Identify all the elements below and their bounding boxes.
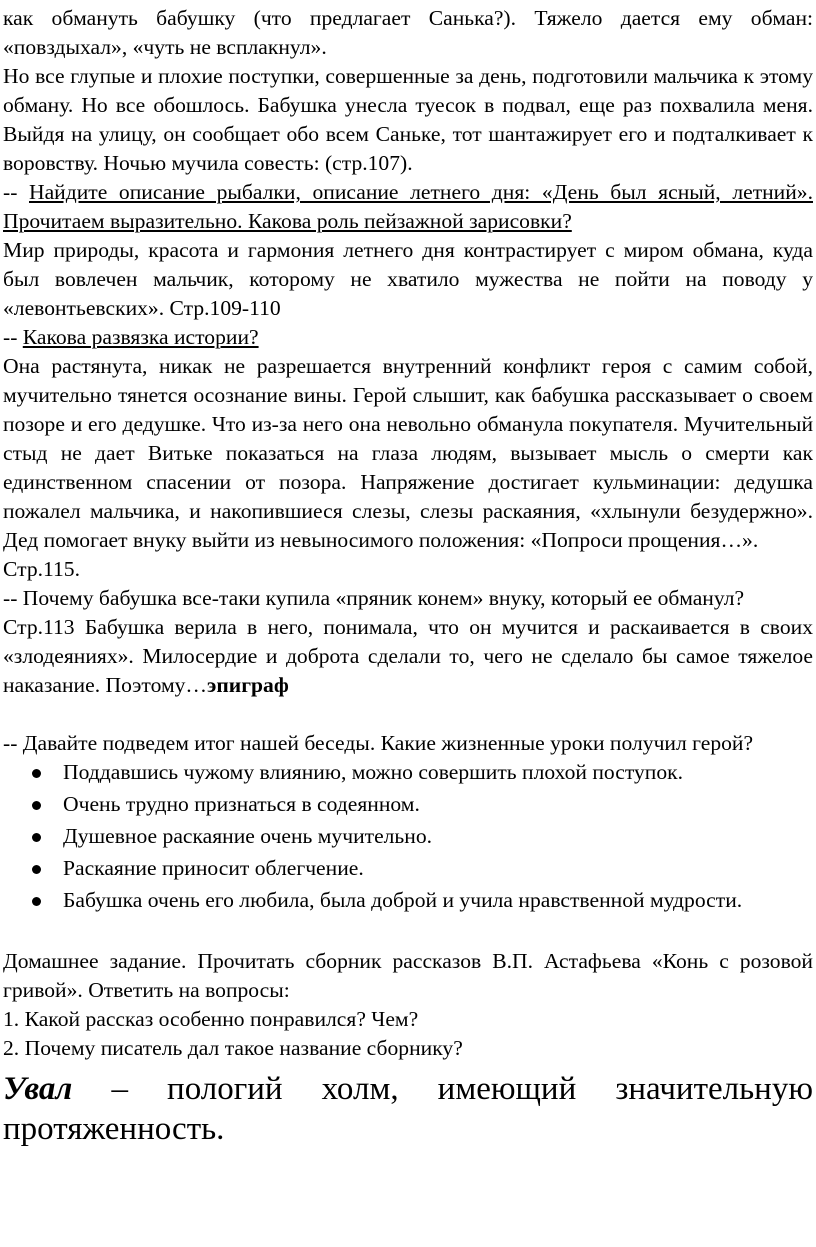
- question-text: Найдите описание рыбалки, описание летнего дня: «День был ясный, летний». Прочитаем выразительно. Какова роль пейзажной зарисовки?: [3, 180, 813, 233]
- question-paragraph: [3, 178, 813, 236]
- question-paragraph: -- Почему бабушка все-таки купила «пряник конем» внуку, который ее обманул?: [3, 586, 745, 610]
- list-item-text: Очень трудно признаться в содеянном.: [63, 792, 420, 816]
- list-item-text: Душевное раскаяние очень мучительно.: [63, 824, 433, 848]
- answer-text: Стр.113 Бабушка верила в него, понимала, что он мучится и раскаивается в своих «злодеяниях». Милосердие и доброта сделали то, чего не сделало бы самое тяжелое наказание. Поэтому…: [3, 615, 813, 697]
- page-reference: Стр.115.: [3, 557, 81, 581]
- list-item-text: Раскаяние приносит облегчение.: [63, 856, 364, 880]
- paragraph: Но все глупые и плохие поступки, совершенные за день, подготовили мальчика к этому обману. Но все обошлось. Бабушка унесла туесок в подвал, еще раз похвалила меня. Выйдя на улицу, он сообщает обо всем Саньке, тот шантажирует его и подталкивает к воровству. Ночью мучила совесть: (стр.107).: [3, 64, 813, 175]
- definition-text: – пологий холм, имеющий значительную протяженность.: [3, 1071, 813, 1147]
- dash-prefix: --: [3, 325, 23, 349]
- list-item: [3, 854, 813, 883]
- question-text: Какова развязка истории?: [22, 325, 259, 349]
- list-item: [3, 790, 813, 819]
- list-item: [3, 822, 813, 851]
- lessons-list: [3, 758, 816, 915]
- question-paragraph: [3, 323, 813, 352]
- blank-line: [3, 918, 816, 947]
- question-paragraph: -- Давайте подведем итог нашей беседы. Какие жизненные уроки получил герой?: [3, 731, 754, 755]
- epigraph-word: эпиграф: [207, 673, 289, 697]
- answer-paragraph: Мир природы, красота и гармония летнего дня контрастирует с миром обмана, куда был вовлечен мальчик, которому не хватило мужества не пойти на поводу у «левонтьевских». Стр.109-110: [3, 238, 813, 320]
- homework-intro: Домашнее задание. Прочитать сборник рассказов В.П. Астафьева «Конь с розовой гривой». Ответить на вопросы:: [3, 949, 813, 1002]
- paragraph: как обмануть бабушку (что предлагает Санька?). Тяжело дается ему обман: «повздыхал», «чуть не всплакнул».: [3, 6, 813, 59]
- list-item: [3, 886, 813, 915]
- bullet-icon: [32, 769, 41, 778]
- definition: [3, 1069, 813, 1149]
- list-item-text: Поддавшись чужому влиянию, можно совершить плохой поступок.: [63, 760, 684, 784]
- homework-question: 2. Почему писатель дал такое название сборнику?: [3, 1036, 463, 1060]
- dash-prefix: --: [3, 180, 29, 204]
- answer-paragraph: Она растянута, никак не разрешается внутренний конфликт героя с самим собой, мучительно тянется осознание вины. Герой слышит, как бабушка рассказывает о своем позоре и его дедушке. Что из-за него она невольно обманула покупателя. Мучительный стыд не дает Витьке показаться на глаза людям, вызывает мысль о смерти как единственном спасении от позора. Напряжение достигает кульминации: дедушка пожалел мальчика, и накопившиеся слезы, слезы раскаяния, «хлынули безудержно». Дед помогает внуку выйти из невыносимого положения: «Попроси прощения…».: [3, 354, 813, 552]
- list-item-text: Бабушка очень его любила, была доброй и учила нравственной мудрости.: [63, 888, 743, 912]
- list-item: [3, 758, 813, 787]
- bullet-icon: [32, 865, 41, 874]
- definition-term: Увал: [3, 1071, 73, 1107]
- bullet-icon: [32, 801, 41, 810]
- blank-line: [3, 700, 816, 729]
- homework-question: 1. Какой рассказ особенно понравился? Чем?: [3, 1007, 419, 1031]
- bullet-icon: [32, 833, 41, 842]
- answer-paragraph: [3, 613, 813, 700]
- bullet-icon: [32, 897, 41, 906]
